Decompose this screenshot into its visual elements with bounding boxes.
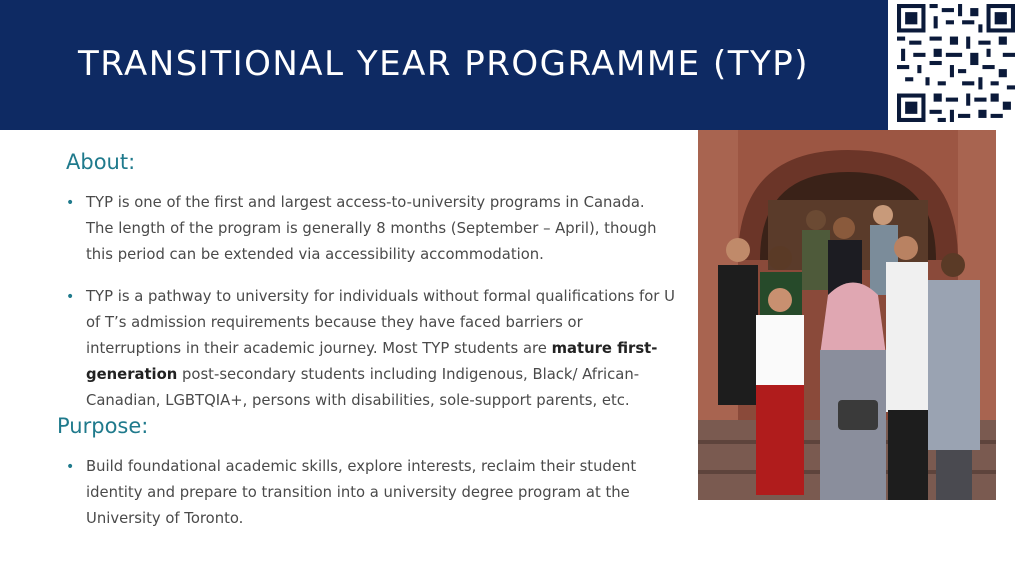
about-heading: About: [66, 150, 136, 174]
header-bar [0, 0, 888, 130]
bullet-icon: • [66, 195, 75, 211]
bullet-icon: • [66, 459, 75, 475]
about-bullet-2-text-start: TYP is a pathway to university for individuals without formal qualifications for U of T’s admission requirements because they have faced barriers or interruptions in their academic journey. Most TYP students are [86, 288, 675, 357]
about-bullet-2 [66, 284, 676, 414]
purpose-heading: Purpose: [57, 414, 149, 438]
about-bullet-1 [66, 190, 676, 268]
about-bullet-1-text: TYP is one of the first and largest access-to-university programs in Canada. The length of the program is generally 8 months (September – April), though this period can be extended via accessibility accommodation. [86, 194, 657, 263]
bullet-icon: • [66, 289, 75, 305]
qr-code-icon[interactable] [888, 0, 1024, 130]
purpose-bullet-1-text: Build foundational academic skills, explore interests, reclaim their student identity and prepare to transition into a university degree program at the University of Toronto. [86, 458, 637, 527]
group-photo [698, 130, 996, 500]
purpose-bullet-1 [66, 454, 666, 532]
about-list [66, 190, 676, 414]
about-bullet-2-text-end: post-secondary students including Indigenous, Black/ African-Canadian, LGBTQIA+, persons with disabilities, sole-support parents, etc. [86, 366, 640, 409]
page-title: TRANSITIONAL YEAR PROGRAMME (TYP) [78, 44, 810, 84]
about-bullet-2-emphasis: mature first-generation [86, 340, 658, 383]
purpose-list [66, 454, 666, 532]
